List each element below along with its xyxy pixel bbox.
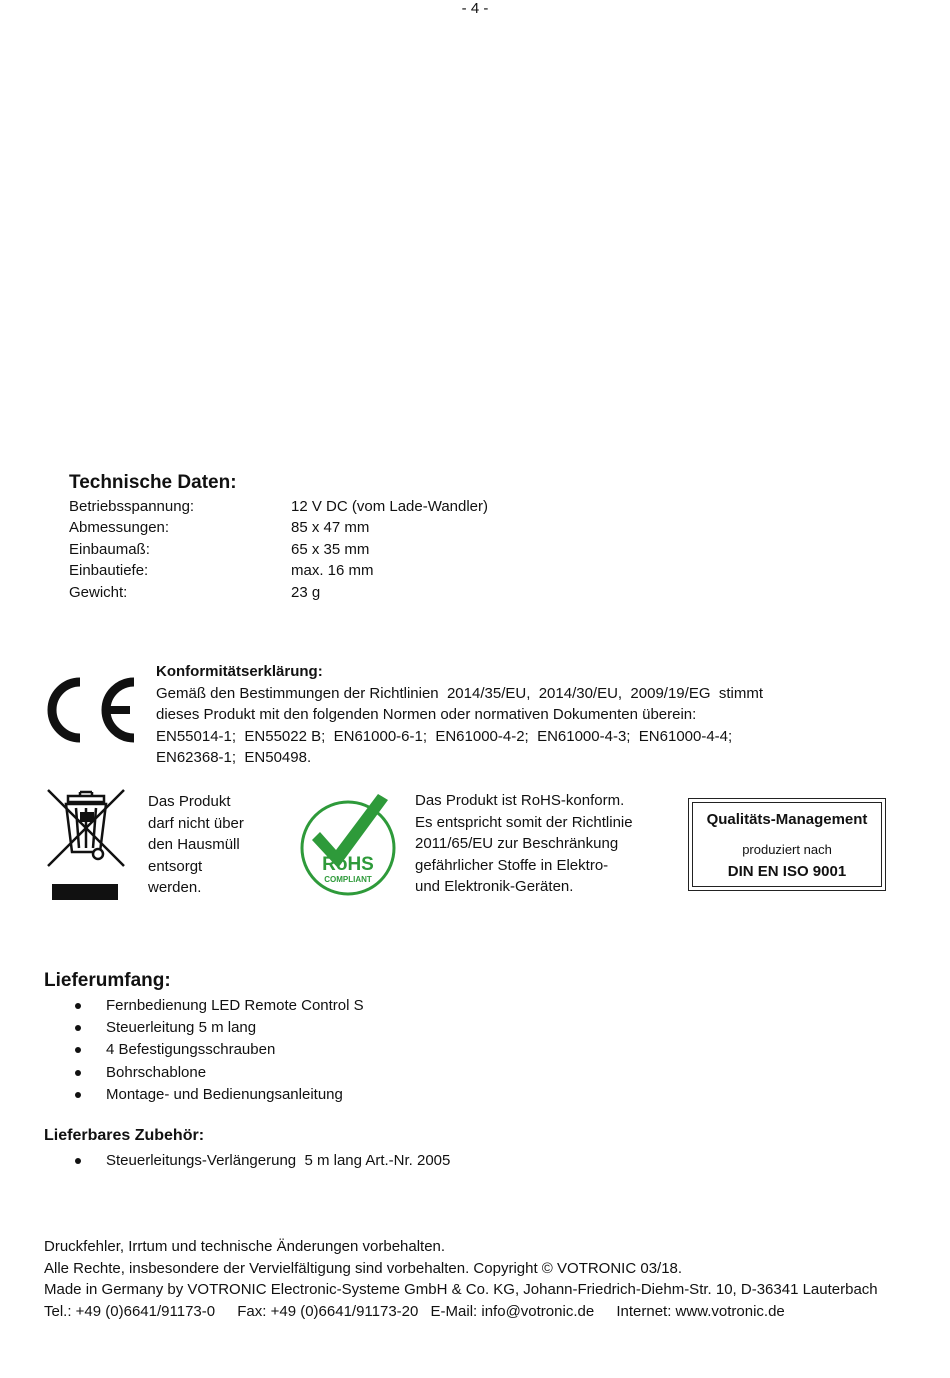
spec-label: Einbaumaß: [69, 540, 150, 558]
qm-standard: DIN EN ISO 9001 [727, 863, 847, 880]
conformity-line: EN55014-1; EN55022 B; EN61000-6-1; EN61000-4-2; EN61000-4-3; EN61000-4-4; [156, 727, 733, 745]
weee-line: den Hausmüll [148, 836, 240, 853]
spec-label: Abmessungen: [69, 519, 170, 537]
spec-value: 23 g [291, 583, 321, 601]
spec-row [69, 496, 488, 517]
bullet-icon [75, 1025, 81, 1031]
rohs-compliant-logo [298, 792, 400, 898]
bullet-icon [75, 1003, 81, 1009]
list-item [44, 1039, 644, 1061]
qm-title: Qualitäts-Management [706, 811, 868, 828]
delivery-title: Lieferumfang: [44, 970, 171, 991]
list-item [44, 1062, 644, 1084]
spec-row [69, 517, 488, 538]
footer-copyright: Alle Rechte, insbesondere der Vervielfältigung sind vorbehalten. Copyright © VOTRONIC 03/18. [44, 1259, 683, 1277]
rohs-line: 2011/65/EU zur Beschränkung [415, 835, 619, 852]
list-item-text: 4 Befestigungsschrauben [106, 1041, 276, 1059]
footer-internet[interactable]: Internet: www.votronic.de [616, 1302, 785, 1320]
accessories-list [44, 1150, 744, 1172]
spec-row [69, 560, 488, 581]
bullet-icon [75, 1070, 81, 1076]
spec-value: 65 x 35 mm [291, 540, 370, 558]
page-number: - 4 - [461, 0, 489, 17]
conformity-declaration [156, 661, 926, 769]
weee-line: entsorgt [148, 857, 203, 875]
conformity-line: EN62368-1; EN50498. [156, 749, 312, 766]
list-item-text: Steuerleitungs-Verlängerung 5 m lang Art.-Nr. 2005 [106, 1152, 451, 1169]
bullet-icon [75, 1092, 81, 1098]
rohs-notice [415, 790, 633, 898]
rohs-line: Es entspricht somit der Richtlinie [415, 813, 633, 831]
footer-contact [44, 1301, 878, 1323]
list-item [44, 995, 644, 1017]
weee-line: darf nicht über [148, 814, 244, 832]
spec-value: max. 16 mm [291, 562, 374, 580]
footer-disclaimer: Druckfehler, Irrtum und technische Änderungen vorbehalten. [44, 1238, 446, 1255]
footer [44, 1236, 878, 1322]
spec-value: 12 V DC (vom Lade-Wandler) [291, 498, 489, 515]
list-item [44, 1150, 744, 1172]
bullet-icon [75, 1047, 81, 1053]
weee-line: Das Produkt [148, 793, 231, 810]
list-item-text: Bohrschablone [106, 1063, 207, 1081]
spec-label: Einbautiefe: [69, 562, 149, 580]
footer-address: Made in Germany by VOTRONIC Electronic-Systeme GmbH & Co. KG, Johann-Friedrich-Diehm-Str. 10, D-36341 Lauterbach [44, 1281, 878, 1298]
technical-data-table [69, 496, 488, 603]
rohs-line: gefährlicher Stoffe in Elektro- [415, 856, 609, 874]
rohs-line: Das Produkt ist RoHS-konform. [415, 792, 625, 809]
list-item [44, 1017, 644, 1039]
rohs-line: und Elektronik-Geräten. [415, 878, 574, 895]
accessories-title: Lieferbares Zubehör: [44, 1127, 205, 1144]
rohs-logo-subtext: COMPLIANT [324, 875, 372, 884]
conformity-line: dieses Produkt mit den folgenden Normen oder normativen Dokumenten überein: [156, 706, 697, 723]
list-item-text: Montage- und Bedienungsanleitung [106, 1085, 343, 1103]
conformity-title: Konformitätserklärung: [156, 663, 323, 680]
qm-subtitle: produziert nach [742, 842, 832, 857]
footer-email[interactable]: E-Mail: info@votronic.de [430, 1302, 595, 1320]
spec-label: Gewicht: [69, 583, 128, 601]
footer-tel: Tel.: +49 (0)6641/91173-0 [44, 1302, 216, 1320]
weee-line: werden. [148, 879, 202, 896]
spec-label: Betriebsspannung: [69, 498, 195, 515]
bullet-icon [75, 1158, 81, 1164]
spec-value: 85 x 47 mm [291, 519, 370, 537]
list-item-text: Fernbedienung LED Remote Control S [106, 997, 364, 1014]
weee-notice [148, 791, 244, 899]
ce-mark-icon [44, 676, 140, 744]
rohs-logo-text: RoHS [322, 854, 374, 875]
list-item [44, 1084, 644, 1106]
technical-data-title: Technische Daten: [69, 472, 237, 493]
conformity-line: Gemäß den Bestimmungen der Richtlinien 2014/35/EU, 2014/30/EU, 2009/19/EG stimmt [156, 684, 763, 702]
weee-crossed-bin-icon [44, 786, 128, 904]
quality-management-badge [688, 798, 886, 891]
delivery-list [44, 995, 644, 1106]
spec-row [69, 582, 488, 603]
footer-fax: Fax: +49 (0)6641/91173-20 [237, 1302, 419, 1320]
spec-row [69, 539, 488, 560]
list-item-text: Steuerleitung 5 m lang [106, 1019, 257, 1037]
